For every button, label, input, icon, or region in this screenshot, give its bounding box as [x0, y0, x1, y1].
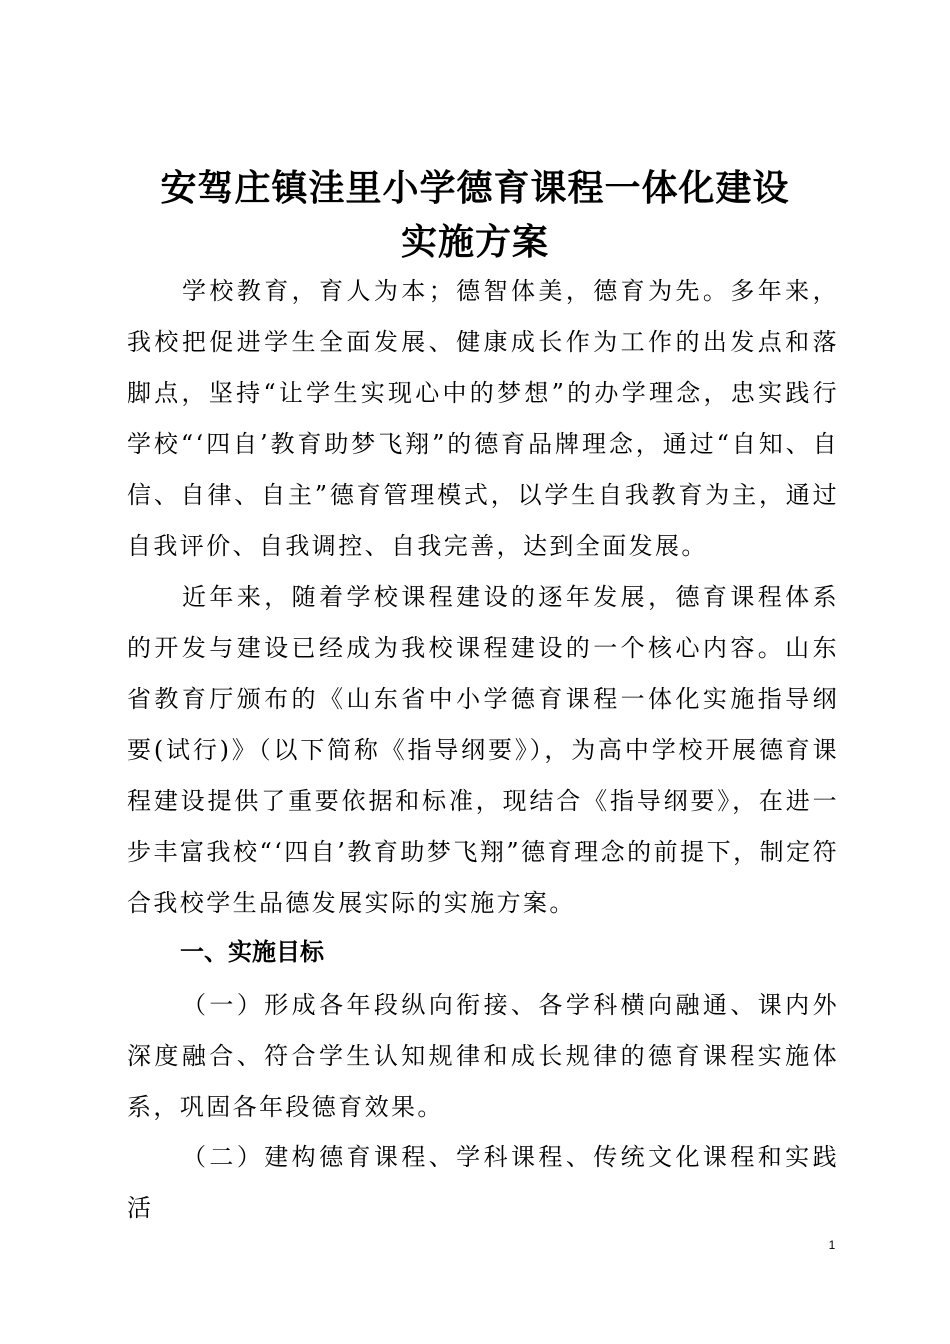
page-number: 1: [828, 1238, 836, 1252]
goal-item-2: （二）建构德育课程、学科课程、传统文化课程和实践活: [127, 1143, 839, 1222]
background-paragraph: 近年来，随着学校课程建设的逐年发展，德育课程体系的开发与建设已经成为我校课程建设的一个核心内容。山东省教育厅颁布的《山东省中小学德育课程一体化实施指导纲要(试行)》（以下简称《指导纲要》），为高中学校开展德育课程建设提供了重要依据和标准，现结合《指导纲要》，在进一步丰富我校“‘四自’教育助梦飞翔”德育理念的前提下，制定符合我校学生品德发展实际的实施方案。: [127, 583, 839, 917]
document-title-line-1: 安驾庄镇洼里小学德育课程一体化建设: [160, 167, 790, 209]
section-heading: 一、实施目标: [180, 938, 324, 966]
document-title-line-2: 实施方案: [400, 221, 549, 263]
intro-paragraph: 学校教育，育人为本；德智体美，德育为先。多年来，我校把促进学生全面发展、健康成长作为工作的出发点和落脚点，坚持“让学生实现心中的梦想”的办学理念，忠实践行学校“‘四自’教育助梦飞翔”的德育品牌理念，通过“自知、自信、自律、自主”德育管理模式，以学生自我教育为主，通过自我评价、自我调控、自我完善，达到全面发展。: [127, 277, 839, 560]
goal-item-1: （一）形成各年段纵向衔接、各学科横向融通、课内外深度融合、符合学生认知规律和成长规律的德育课程实施体系，巩固各年段德育效果。: [127, 991, 839, 1121]
